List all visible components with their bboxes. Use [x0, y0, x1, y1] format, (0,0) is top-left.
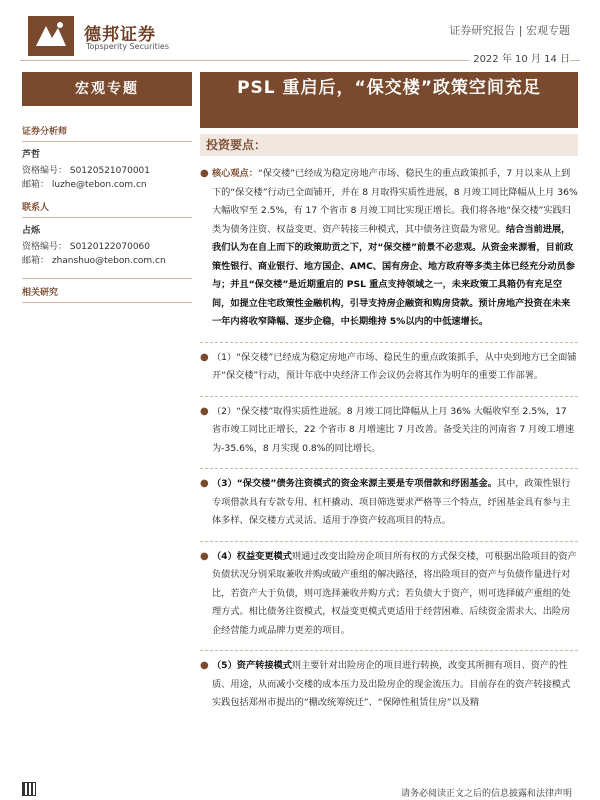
sidebar-divider	[22, 141, 192, 142]
sidebar-divider	[22, 217, 192, 218]
paragraph-lead: （5）资产转接模式	[212, 660, 292, 671]
related-research-heading: 相关研究	[22, 288, 59, 298]
paragraph-lead: 核心观点：	[212, 168, 258, 179]
contact-email[interactable]: 邮箱： zhanshuo@tebon.com.cn	[22, 256, 166, 266]
key-points-body	[200, 160, 578, 713]
contact-heading: 联系人	[22, 203, 50, 213]
title-banner	[200, 72, 578, 128]
report-date: 2022 年 10 月 14 日	[469, 50, 570, 65]
paragraph-divider	[200, 342, 578, 343]
key-point-paragraph	[200, 657, 578, 713]
report-title: PSL 重启后，“保交楼”政策空间充足	[237, 78, 541, 98]
analyst-name: 芦哲	[22, 150, 41, 160]
brand-name-english: Topsperity Securities	[86, 42, 170, 51]
contact-cert: 资格编号： S0120122070060	[22, 242, 151, 252]
company-logo	[28, 16, 74, 56]
paragraph-bold-text: 结合当前进展，我们认为在自上而下的政策助贡之下，对“保交楼”前景不必悲观。从资金来源看，目前政策性银行、商业银行、地方国企、AMC、国有房企、地方政府等多类主体已经充分动员参与；并且“保交楼”是近期重启的 PSL 重点支持领域之一，未来政策工具箱仍有充足空间，如提立住宅政策性金融机构，引导支持房企融资和购房贷款。预计房地产投资在未来一年内将收窄降幅、逐步企稳，中长期维持 5%以内的中低速增长。	[212, 223, 575, 327]
paragraph-divider	[200, 396, 578, 397]
category-banner: 宏观专题	[22, 72, 192, 106]
bullet-icon: ●	[200, 168, 209, 179]
bullet-icon: ●	[200, 405, 209, 417]
analyst-heading: 证券分析师	[22, 127, 68, 137]
paragraph-text: 则通过改变出险房企项目所有权的方式保交楼，可根据出险项目的资产负债状况分别采取兼收并购或破产重组的解决路径，将出险项目的资产与负债作量进行对比，若资产大于负债，则可选择兼收并购方式；若负债大于资产，则可选择破产重组的处理方式。相比债务注资模式，权益变更模式更适用于经营困难、后续资金需求大、出险房企经营能力或品牌力更差的项目。	[212, 550, 577, 636]
key-point-paragraph	[200, 548, 578, 641]
key-point-paragraph	[200, 349, 578, 386]
paragraph-lead: （4）权益变更模式	[212, 550, 292, 562]
key-point-paragraph	[200, 475, 578, 531]
paragraph-divider	[200, 650, 578, 651]
key-points-header: 投资要点：	[200, 134, 578, 156]
paragraph-text: 则主要针对出险房企的项目进行转换，改变其所拥有项目、资产的性质、用途，从而减小交楼的成本压力及出险房企的现金流压力。目前存在的资产转接模式实践包括郑州市提出的“棚改统筹统迁”、“保障性租赁住房”以及精	[212, 660, 571, 708]
qr-code-icon	[22, 782, 36, 796]
sidebar	[22, 120, 192, 309]
bullet-icon: ●	[200, 478, 209, 489]
paragraph-text: （2）“保交楼”取得实质性进展。8 月竣工同比降幅从上月 36% 大幅收窄至 2.5%，17 省市竣工同比正增长，22 个省市 8 月增速比 7 月改善。备受关注的河南省 7 月竣工增速为-35.6%，8 月实现 0.8%的同比增长。	[212, 405, 575, 454]
bullet-icon: ●	[200, 660, 209, 671]
analyst-cert: 资格编号： S0120521070001	[22, 166, 151, 176]
paragraph-divider	[200, 468, 578, 469]
key-point-paragraph	[200, 403, 578, 459]
brand-name: 德邦证券	[84, 25, 156, 45]
paragraph-text: 其中，政策性银行专项借款具有专款专用、杠杆撬动、项目筛选要求严格等三个特点，纾困基金具有参与主体多样、保交楼方式灵活、适用于净资产较高项目的特点。	[212, 478, 571, 526]
analyst-email[interactable]: 邮箱： luzhe@tebon.com.cn	[22, 180, 147, 190]
bullet-icon: ●	[200, 550, 209, 562]
disclaimer-footer: 请务必阅读正文之后的信息披露和法律声明	[400, 789, 572, 799]
report-type: 证券研究报告 | 宏观专题	[449, 24, 570, 37]
paragraph-text: （1）“保交楼”已经成为稳定房地产市场、稳民生的重点政策抓手，从中央到地方已全面铺开“保交楼”行动，预计年底中央经济工作会议仍会将其作为明年的重要工作部署。	[212, 351, 577, 381]
sidebar-divider	[22, 278, 192, 279]
paragraph-divider	[200, 541, 578, 542]
bullet-icon: ●	[200, 351, 209, 363]
sidebar-divider	[22, 302, 192, 303]
key-point-paragraph	[200, 165, 578, 332]
paragraph-text: “保交楼”已经成为稳定房地产市场、稳民生的重点政策抓手，7 月以来从上到下的“保交楼”行动已全面铺开，并在 8 月取得实质性进展，8 月竣工同比降幅从上月 36% 大幅收窄至 2.5%，有 17 个省市 8 月竣工同比实现正增长。我们将各地“保交楼”实践归类为债务注资、权益变更、资产转接三种模式，其中债务注资最为常见。	[212, 168, 578, 235]
contact-name: 占烁	[22, 226, 41, 236]
paragraph-lead: （3）“保交楼”债务注资模式的资金来源主要是专项借款和纾困基金。	[212, 478, 497, 489]
